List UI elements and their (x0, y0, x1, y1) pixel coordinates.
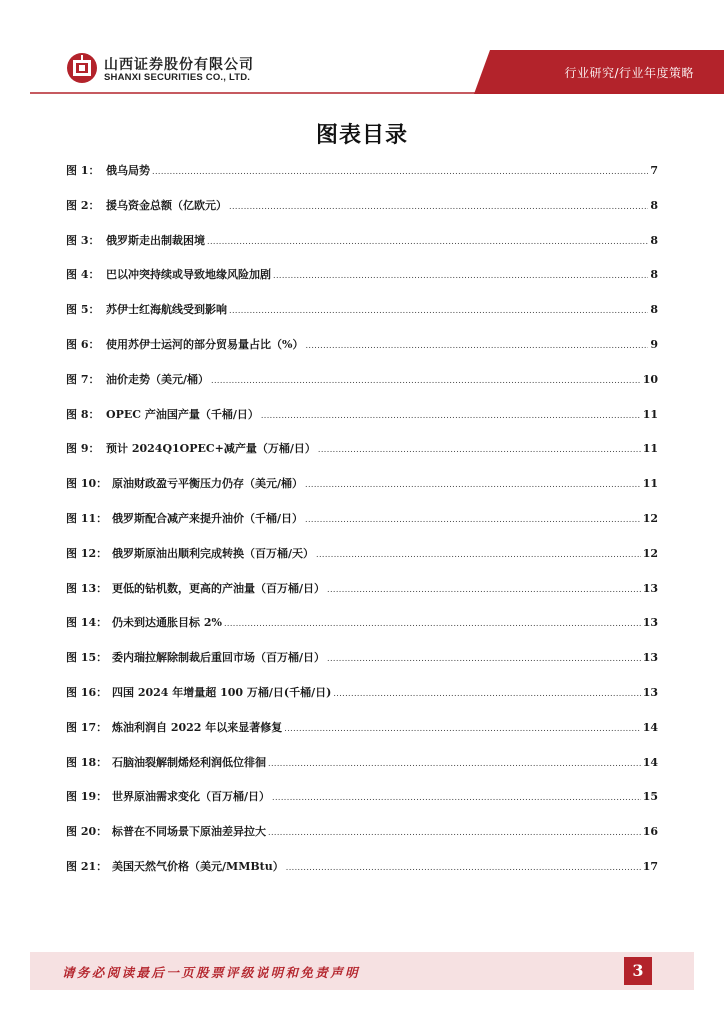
dot-leader (229, 202, 648, 211)
toc-entry[interactable] (66, 336, 658, 371)
figure-title: 油价走势（美元/桶） (106, 372, 210, 386)
page-ref: 13 (642, 616, 658, 630)
dot-leader (152, 167, 648, 176)
figure-number: 图 4： (66, 268, 100, 282)
dot-leader (305, 515, 641, 524)
page-ref: 8 (650, 233, 658, 247)
figure-title: 炼油利润自 2022 年以来显著修复 (112, 720, 283, 734)
toc-entry[interactable] (66, 232, 658, 267)
page-number: 3 (624, 957, 652, 985)
figure-title: 美国天然气价格（美元/MMBtu） (112, 859, 284, 873)
page-ref: 7 (650, 164, 658, 177)
figure-title: 预计 2024Q1OPEC+减产量（万桶/日） (106, 442, 316, 456)
figure-number: 图 13： (66, 581, 108, 595)
figure-number: 图 10： (66, 477, 108, 491)
figure-number: 图 18： (66, 755, 108, 769)
toc-entry[interactable] (66, 440, 658, 475)
toc-entry[interactable] (66, 754, 658, 789)
figure-title: 石脑油裂解制烯烃利润低位徘徊 (112, 755, 266, 769)
page-ref: 8 (650, 303, 658, 317)
dot-leader (229, 306, 648, 315)
figure-number: 图 11： (66, 511, 108, 525)
figure-title: 四国 2024 年增量超 100 万桶/日(千桶/日) (112, 685, 332, 699)
page-ref: 8 (650, 198, 658, 212)
page-ref: 16 (642, 825, 658, 839)
figure-number: 图 5： (66, 303, 100, 317)
page-ref: 11 (642, 442, 658, 456)
figure-title: 俄罗斯配合减产来提升油价（千桶/日） (112, 511, 304, 525)
figure-title: 更低的钻机数，更高的产油量（百万桶/日） (112, 581, 326, 595)
dot-leader (211, 376, 641, 385)
page-ref: 9 (650, 337, 658, 351)
figure-number: 图 7： (66, 372, 100, 386)
figure-number: 图 16： (66, 685, 108, 699)
figure-title: 委内瑞拉解除制裁后重回市场（百万桶/日） (112, 651, 326, 665)
page-ref: 13 (642, 651, 658, 665)
figure-title: 俄乌局势 (106, 164, 150, 177)
figure-title: 原油财政盈亏平衡压力仍存（美元/桶） (112, 477, 304, 491)
page-header (0, 0, 724, 100)
dot-leader (305, 480, 641, 489)
figure-title: 援乌资金总额（亿欧元） (106, 198, 227, 212)
figure-title: OPEC 产油国产量（千桶/日） (106, 407, 259, 421)
page-ref: 13 (642, 581, 658, 595)
toc-entry[interactable] (66, 301, 658, 336)
figure-number: 图 6： (66, 337, 100, 351)
page-ref: 11 (642, 407, 658, 421)
toc-entry[interactable] (66, 684, 658, 719)
toc-entry[interactable] (66, 510, 658, 545)
toc-entry[interactable] (66, 719, 658, 754)
page-ref: 14 (642, 755, 658, 769)
toc-entry[interactable] (66, 162, 658, 197)
figure-title: 巴以冲突持续或导致地缘风险加剧 (106, 268, 271, 282)
figure-number: 图 15： (66, 651, 108, 665)
page-ref: 11 (642, 477, 658, 491)
figure-index (66, 162, 658, 893)
dot-leader (268, 759, 641, 768)
toc-entry[interactable] (66, 580, 658, 615)
dot-leader (318, 445, 641, 454)
page-ref: 14 (642, 720, 658, 734)
toc-entry[interactable] (66, 823, 658, 858)
toc-entry[interactable] (66, 649, 658, 684)
dot-leader (305, 341, 648, 350)
figure-number: 图 3： (66, 233, 100, 247)
dot-leader (224, 619, 641, 628)
dot-leader (327, 585, 641, 594)
figure-title: 使用苏伊士运河的部分贸易量占比（%） (106, 337, 304, 351)
figure-number: 图 19： (66, 790, 108, 804)
dot-leader (261, 411, 641, 420)
figure-number: 图 2： (66, 198, 100, 212)
page-title: 图表目录 (315, 123, 408, 148)
dot-leader (316, 550, 641, 559)
figure-number: 图 1： (66, 164, 100, 177)
toc-entry[interactable] (66, 475, 658, 510)
page-ref: 12 (642, 511, 658, 525)
dot-leader (207, 237, 648, 246)
toc-entry[interactable] (66, 371, 658, 406)
toc-entry[interactable] (66, 614, 658, 649)
dot-leader (272, 793, 641, 802)
report-category: 行业研究/行业年度策略 (564, 66, 694, 80)
figure-title: 俄罗斯原油出顺利完成转换（百万桶/天） (112, 546, 315, 560)
figure-number: 图 21： (66, 859, 108, 873)
dot-leader (333, 689, 640, 698)
dot-leader (268, 828, 641, 837)
toc-entry[interactable] (66, 545, 658, 580)
header-banner (0, 0, 724, 100)
company-name-cn: 山西证券股份有限公司 (104, 57, 254, 73)
figure-number: 图 20： (66, 825, 108, 839)
toc-entry[interactable] (66, 788, 658, 823)
figure-title: 标普在不同场景下原油差异拉大 (112, 825, 266, 839)
figure-number: 图 9： (66, 442, 100, 456)
dot-leader (273, 271, 648, 280)
page-ref: 10 (642, 372, 658, 386)
page-ref: 13 (642, 685, 658, 699)
page-ref: 12 (642, 546, 658, 560)
company-name-en: SHANXI SECURITIES CO., LTD. (104, 72, 251, 83)
page-ref: 17 (642, 859, 658, 873)
toc-entry[interactable] (66, 858, 658, 893)
figure-number: 图 17： (66, 720, 108, 734)
shanxi-securities-logo-icon (66, 52, 98, 84)
figure-number: 图 8： (66, 407, 100, 421)
dot-leader (327, 654, 641, 663)
figure-number: 图 14： (66, 616, 108, 630)
figure-title: 仍未到达通胀目标 2% (112, 616, 222, 630)
footer-disclaimer: 请务必阅读最后一页股票评级说明和免责声明 (62, 965, 361, 980)
figure-title: 苏伊士红海航线受到影响 (106, 303, 227, 317)
toc-entry[interactable] (66, 266, 658, 301)
page-ref: 8 (650, 268, 658, 282)
dot-leader (286, 863, 641, 872)
figure-title: 世界原油需求变化（百万桶/日） (112, 790, 271, 804)
figure-number: 图 12： (66, 546, 108, 560)
dot-leader (284, 724, 640, 733)
toc-entry[interactable] (66, 197, 658, 232)
figure-title: 俄罗斯走出制裁困境 (106, 233, 205, 247)
toc-entry[interactable] (66, 406, 658, 441)
page-ref: 15 (642, 790, 658, 804)
